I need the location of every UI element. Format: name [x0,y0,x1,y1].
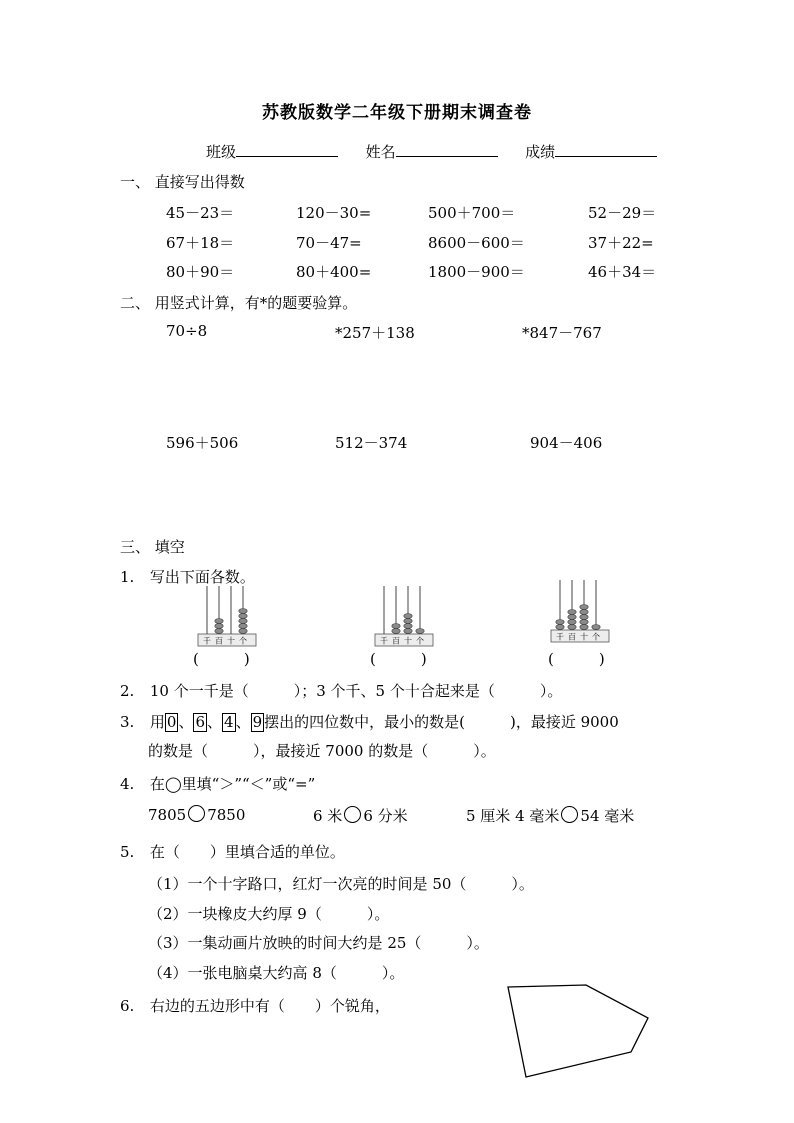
abacus-2 [372,582,436,648]
s1-problem: 120－30= [296,204,372,222]
compare-item [466,805,634,826]
compare-right: 6 分米 [363,807,408,825]
s1-problem: 45－23＝ [166,204,235,222]
score-blank[interactable] [555,142,657,157]
s1-problem: 500＋700＝ [428,204,516,222]
question-3 [120,711,619,732]
question-number: 1. [120,568,135,586]
class-blank[interactable] [236,142,338,157]
question-text: 用 [149,713,165,731]
abacus-bead [239,609,247,614]
question-text: 在◯里填“＞”“＜”或“=” [149,775,316,793]
compare-circle[interactable] [344,806,361,823]
question-2 [120,680,562,701]
digit-card: 0 [166,713,177,731]
s1-problem: 67＋18＝ [166,234,235,252]
abacus-bead [556,620,564,625]
abacus-bead [568,610,576,615]
place-label: 百 [392,636,400,646]
place-label: 十 [227,636,235,646]
s1-problem: 80＋400= [296,263,372,281]
page-title: 苏教版数学二年级下册期末调查卷 [262,103,532,123]
place-label: 十 [580,632,588,642]
place-label: 个 [592,632,600,642]
abacus-3 [548,576,612,644]
abacus-bead [580,615,588,620]
compare-left: 6 米 [313,807,343,825]
abacus-bead [392,629,400,634]
s1-problem: 52－29＝ [588,204,657,222]
s2-problem: *847－767 [522,324,602,342]
s2-problem: *257＋138 [335,324,415,342]
question-text: 在（ ）里填合适的单位。 [149,843,345,861]
answer-blank[interactable]: ( ) [370,650,427,668]
s1-problem: 46＋34＝ [588,263,657,281]
question-number: 4. [120,775,135,793]
answer-blank[interactable]: ( ) [548,650,605,668]
abacus-bead [392,624,400,629]
compare-left: 5 厘米 4 毫米 [466,807,560,825]
compare-item [313,805,408,826]
separator: 、 [207,713,223,731]
digit-card: 4 [224,713,234,731]
q5-item: （2）一块橡皮大约厚 9（ ）。 [148,905,390,923]
s2-problem: 904－406 [530,434,603,452]
place-label: 千 [203,636,211,646]
question-3-line-2: 的数是（ ），最接近 7000 的数是（ ）。 [148,742,496,760]
abacus-bead [404,619,412,624]
abacus-bead [404,614,412,619]
compare-circle[interactable] [188,805,205,822]
digit-card: 6 [195,713,205,731]
score-label: 成绩 [525,143,556,161]
q5-item: （3）一集动画片放映的时间大约是 25（ ）。 [148,934,489,952]
abacus-bead [568,615,576,620]
abacus-bead [215,619,223,624]
question-number: 2. [120,682,135,700]
abacus-bead [568,625,576,630]
pentagon-shape [508,985,648,1077]
abacus-bead [404,624,412,629]
place-label: 百 [215,636,223,646]
abacus-bead [592,625,600,630]
abacus-1 [195,582,259,648]
name-label: 姓名 [365,143,396,161]
abacus-bead [239,619,247,624]
abacus-bead [580,620,588,625]
question-number: 6. [120,997,135,1015]
separator: 、 [178,713,194,731]
s1-problem: 8600－600＝ [428,234,525,252]
section-2-heading: 二、 用竖式计算，有*的题要验算。 [120,294,358,312]
question-text: 摆出的四位数中，最小的数是( )，最接近 9000 [264,713,619,731]
q5-item: （4）一张电脑桌大约高 8（ ）。 [148,964,405,982]
abacus-bead [239,614,247,619]
compare-item [148,805,245,824]
s1-problem: 80＋90＝ [166,263,235,281]
abacus-bead [404,629,412,634]
abacus-bead [580,625,588,630]
section-3-heading: 三、 填空 [120,538,185,556]
pentagon-figure [500,978,660,1082]
place-label: 个 [416,636,424,646]
abacus-bead [215,624,223,629]
section-1-heading: 一、 直接写出得数 [120,173,245,191]
question-text: 10 个一千是（ ）；3 个千、5 个十合起来是（ ）。 [149,682,563,700]
abacus-bead [215,629,223,634]
place-label: 百 [568,632,576,642]
abacus-bead [580,610,588,615]
class-label: 班级 [206,143,237,161]
abacus-bead [556,625,564,630]
q5-item: （1）一个十字路口，红灯一次亮的时间是 50（ ）。 [148,875,534,893]
answer-blank[interactable]: ( ) [193,650,250,668]
abacus-bead [239,629,247,634]
place-label: 个 [239,636,247,646]
info-line [206,141,657,162]
abacus-bead [239,624,247,629]
compare-right: 54 毫米 [580,807,635,825]
abacus-bead [416,629,424,634]
digit-card: 9 [252,713,263,731]
abacus-bead [568,620,576,625]
s2-problem: 70÷8 [166,322,208,340]
question-text: 写出下面各数。 [149,568,255,586]
s1-problem: 1800－900＝ [428,263,525,281]
s2-problem: 512－374 [335,434,408,452]
question-4 [120,773,315,794]
question-5 [120,841,345,862]
compare-circle[interactable] [561,806,578,823]
question-number: 5. [120,843,135,861]
compare-right: 7850 [207,806,246,824]
question-6 [120,995,390,1016]
compare-left: 7805 [148,806,187,824]
s2-problem: 596＋506 [166,434,239,452]
name-blank[interactable] [396,142,498,157]
place-label: 千 [556,632,564,642]
s1-problem: 70－47= [296,234,362,252]
question-number: 3. [120,713,135,731]
separator: 、 [235,713,251,731]
s1-problem: 37＋22= [588,234,654,252]
abacus-bead [580,605,588,610]
question-text: 右边的五边形中有（ ）个锐角， [149,997,390,1015]
place-label: 十 [404,636,412,646]
place-label: 千 [380,636,388,646]
